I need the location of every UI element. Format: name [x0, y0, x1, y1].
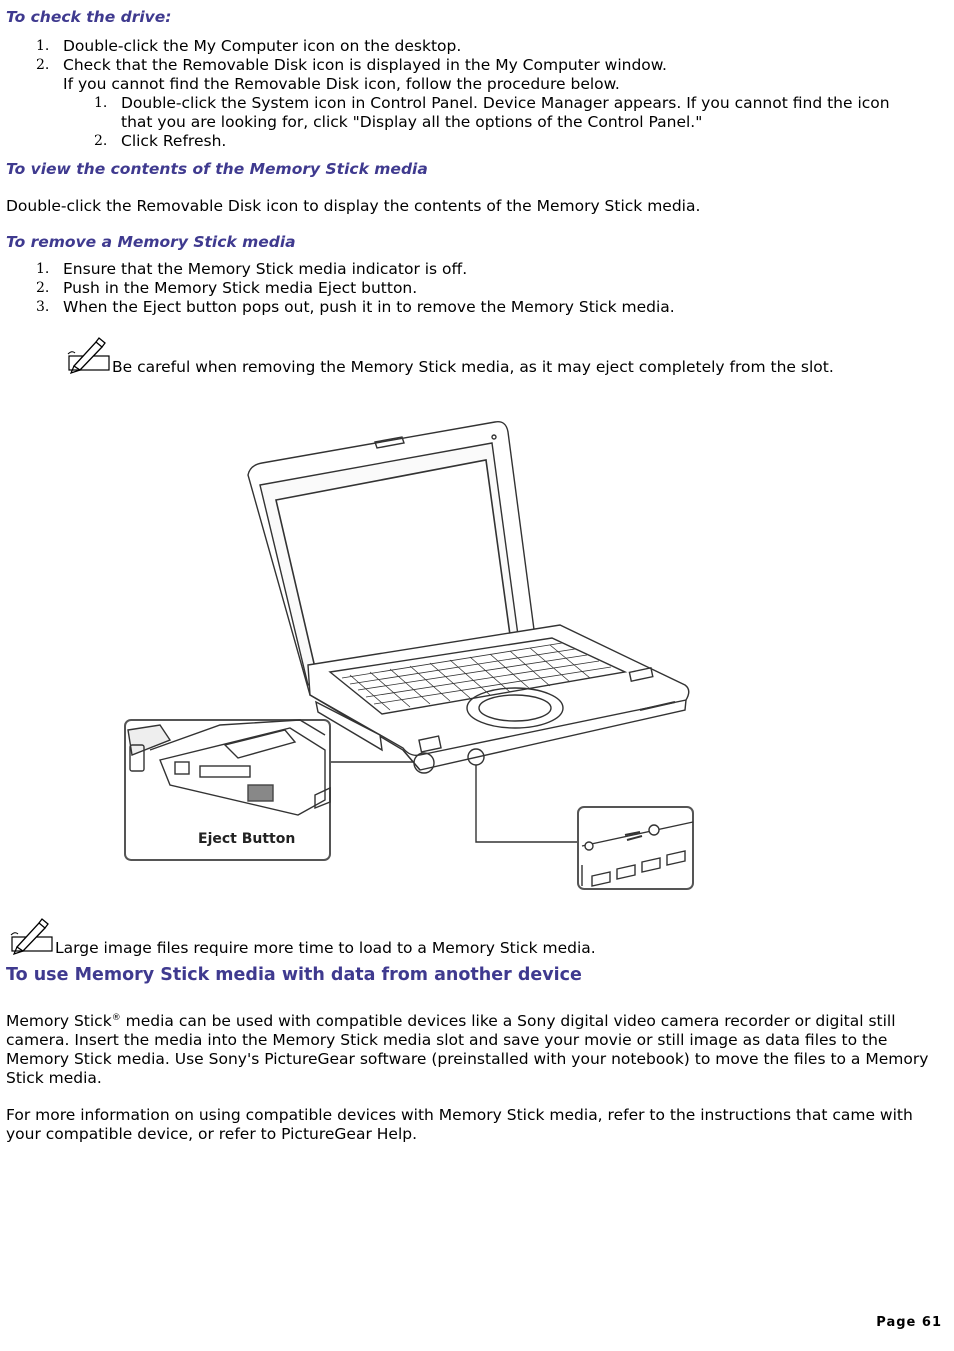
para1-rest: media can be used with compatible devices like a Sony digital video camera recorder or digital still camera. Insert the media into the Memory Stick media slot and save your movie or still image as data files to the Memory Stick media. Use Sony's PictureGear software (preinstalled with your notebook) to move the files to a Memory Stick media.: [6, 1012, 929, 1087]
page-number: Page 61: [876, 1315, 942, 1330]
step-text-extra: If you cannot find the Removable Disk icon, follow the procedure below.: [63, 75, 620, 93]
eject-button-callout: [125, 720, 330, 860]
substep-number: 1.: [94, 95, 108, 111]
indicator-callout: [578, 807, 693, 889]
other-device-paragraph-1: [6, 1012, 946, 1088]
registered-mark: ®: [111, 1012, 121, 1023]
substep-number: 2.: [94, 133, 108, 149]
substep-text: that you are looking for, click "Display all the options of the Control Panel.": [121, 113, 703, 131]
step-number: 2.: [36, 280, 50, 296]
step-text: When the Eject button pops out, push it in to remove the Memory Stick media.: [63, 298, 675, 316]
para1-start: Memory Stick: [6, 1012, 112, 1030]
other-device-paragraph-2: For more information on using compatible devices with Memory Stick media, refer to the instructions that came with your compatible device, or refer to PictureGear Help.: [6, 1106, 913, 1143]
step-number: 2.: [36, 57, 50, 73]
view-contents-text: Double-click the Removable Disk icon to display the contents of the Memory Stick media.: [6, 197, 701, 215]
step-number: 3.: [36, 299, 50, 315]
step-number: 1.: [36, 261, 50, 277]
step-text: Ensure that the Memory Stick media indicator is off.: [63, 260, 468, 278]
eject-button-label: Eject Button: [198, 831, 296, 847]
large-files-note: Large image files require more time to load to a Memory Stick media.: [55, 939, 596, 957]
note-pencil-icon: [66, 336, 112, 374]
other-device-heading: To use Memory Stick media with data from another device: [6, 965, 582, 985]
laptop-illustration: [120, 410, 700, 895]
substep-text: Double-click the System icon in Control Panel. Device Manager appears. If you cannot find the icon: [121, 94, 890, 112]
remove-media-heading: To remove a Memory Stick media: [6, 233, 296, 251]
check-drive-heading: To check the drive:: [6, 8, 172, 26]
step-text: Double-click the My Computer icon on the desktop.: [63, 37, 462, 55]
view-contents-heading: To view the contents of the Memory Stick media: [6, 160, 428, 178]
remove-note-text: Be careful when removing the Memory Stick media, as it may eject completely from the slot.: [112, 358, 834, 376]
step-text: Push in the Memory Stick media Eject button.: [63, 279, 418, 297]
substep-text: Click Refresh.: [121, 132, 227, 150]
note-pencil-icon: [9, 917, 55, 955]
eject-slot-zoom-marker: [414, 753, 434, 773]
step-number: 1.: [36, 38, 50, 54]
leader-line: [476, 765, 578, 842]
step-text: Check that the Removable Disk icon is displayed in the My Computer window.: [63, 56, 667, 74]
